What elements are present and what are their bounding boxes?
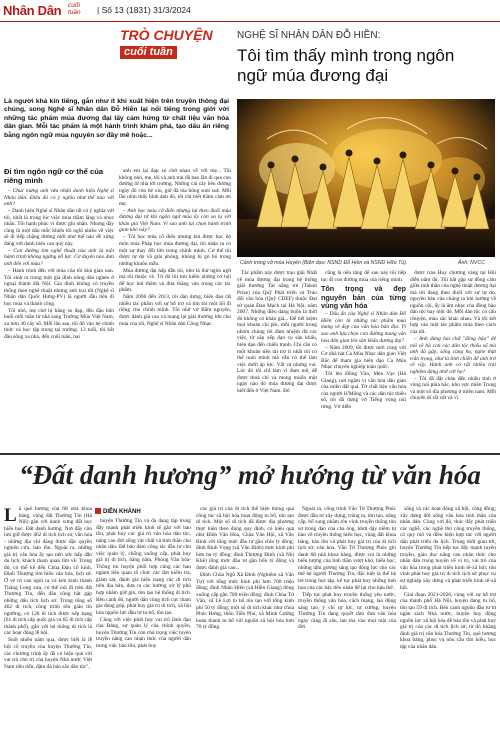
paragraph: – Tôi đã đặt chân đến nhiều tỉnh ở vùng núi phía bắc, khu vực miền Trung và một số địa phương ở miền nam. Mỗi chuyến đi rất vất vả vì (410, 375, 496, 402)
dance-image (237, 99, 495, 257)
paragraph: Là quê hương của 68 nhà khoa bảng, vùng đất Thường Tín (Hà Nội) gắn với danh xưng đất học hiếu học. Đất danh hương. Nơi đây còn lưu giữ được 462 di tích lịch sử, văn hóa - những địa chỉ đáng được đặc quyền nghiên cứu, bảo tồn. Ngoài ra, những giá trị văn hóa ấy tạo nên sức hấp dẫn du lịch, khách tham quan tìm về. Trong đó, có thể kể đến Chùa Đậu cổ kính, Đình Thượng tìm hiểu văn hóa, lịch sử. Ở vẻ trị cao ngôi ra và kén kinh thành Thăng Long xưa, có thể nói đi trên đất Thường Tín, đến đâu cũng bắt gặp những dấu tích lịch sử. Trong tổng số 462 di tích, công trình tôn giáo tín ngưỡng, có 126 di tích được xếp hạng (61 di tích cấp quốc gia và 65 di tích cấp thành phố), gắn với hệ thống di tích là các hoạt động lễ hội. (4, 506, 92, 637)
article2-column-5 (400, 506, 496, 728)
article-headline[interactable]: Tôi tìm thấy mình trong ngôn ngữ múa đương đại (237, 46, 455, 85)
photo-credit: Ảnh: NVCC (458, 260, 485, 266)
paragraph: Năm 2006 đến 2013, tôi dàn dựng, biên đạo rất nhiều tác phẩm với sự hỗ trợ và tìm tòi một lối đi riêng cho chính mình. Tôi nhớ vở Bẩm nguyên, được đánh giá cao và mang lại giải thưởng lớn cho múa của tôi, Nghệ sĩ Nhân dân Công Nhạc. (119, 294, 231, 327)
paragraph: – Anh học múa cổ điển nhưng lại theo đuổi múa đương đại từ khi ngôn ngữ múa ấy còn xa lạ với khán giả Việt Nam. Vì sao anh lại chọn hành trình gian khó này? (119, 207, 231, 234)
paragraph: – Dấu ấn của Nghệ sĩ Nhân dân Đỗ Hiền còn là những tác phẩm múa mang vẻ đẹp của văn hóa bản địa. Vì sao anh lựa chọn con đường mang văn hóa dân gian lên sân khấu đương đại? (321, 311, 406, 344)
section-brand (120, 28, 240, 60)
article2-column-4 (298, 506, 396, 728)
article1-column-3 (237, 270, 317, 450)
article2-column-1 (4, 506, 92, 728)
article-lede: Là người khá kín tiếng, gắn như ít khi xuất hiện trên truyền thông đại chúng, song Nghệ sĩ Nhân dân Đỗ Hiền lại nổi tiếng trong giới với những tác phẩm múa đương đại lấy cảm hứng từ chất liệu văn hóa dân gian. Mỗi tác phẩm là một hành trình khám phá, tạo dấu ấn riêng bằng ngôn ngữ múa nguyên sơ đầy mê hoặc... (4, 98, 229, 139)
paragraph: Tiếp tục phát huy truyền thống yêu nước, truyền thống văn hóa, cách mạng, lao động sáng tạo, ý chí tự lực, tự cường, huyện Thường Tín đang quyết tâm đưa văn hóa ngày càng đi sâu, lan tỏa vào mọi mặt của đời (298, 591, 396, 631)
paragraph: – Con đường tìm nghệ thuật của anh là một hành trình không ngừng nỗ lực. Cơ duyên nào đưa anh đến với múa? (4, 247, 114, 268)
article2-author-tag: DIỄN KHÁNH (95, 508, 141, 515)
paragraph: các giá trị của di tích thế hiện thông qua công tác xã hội hóa hoạt động tu bổ, tôn tạo di tích. Một số di tích đã được địa phương thực hiện theo đúng quy định, có hiệu quả như Đình Vân Hòa, Chùa Vân Hội, xã Vân Bình với tổng mức đầu tư gần chín tỷ đồng; đình Bình Vọng (xã Văn Bình) mức kinh phí hơn ba tỷ đồng; đình Thượng Đình (xã Nhị Khê) tổng mức đầu tư gần bốn tỷ đồng và được đánh giá cao... (196, 506, 294, 571)
photo-caption: Cảnh trong vở múa Huyền (Biên đạo: NSND Đỗ Hiền và NSND Hữu Tú). (240, 260, 408, 266)
logo-subtitle: cuối tuần (68, 2, 81, 16)
subhead-2: Tôn trọng và đẹp nguyên bản của từng vùng văn hóa (321, 284, 406, 310)
paragraph: sống và các hoạt động xã hội, công đồng; xây dựng đời sống văn hóa tinh thần của nhân dân. Cùng với đó, thúc đẩy phát triển các nghề, các nghề thủ công truyền thống, có quy mô và điều kiện hợp tác với người dân phát triển du lịch. Trong thời gian tới, huyện Thường Tín tiếp tục đẩy mạnh tuyên truyền, giáo dục nâng cao nhận thức cho nhân dân trong huyện về vị trí, vai trò của văn hóa trong phát triển kinh tế-xã hội; tôn vinh phát huy giá trị di tích lịch sử phục vụ sự nghiệp xây dựng và phát triển kinh tế-xã hội. (400, 506, 496, 591)
paragraph: được trao Huy chương vàng tại Hội diễn năm đó. Tôi bắt gặp sự đồng cảm giữa tinh thần của nghệ thuật đương đại mà tôi đang theo đuổi với sự tự do, nguyên bản của chúng ta khi hướng về nguồn cội, ấy là âm nhạc của đồng bào dân tộc hay một đó. Mỗi dân tộc có cấu chuyện, màu sắc khác nhau. Và tôi kết hợp vào một tác phẩm múa theo cách của tôi. (410, 270, 496, 335)
paragraph: – Danh hiệu Nghệ sĩ Nhân dân rất có ý nghĩa với tôi, nhất là trong lúc việc múa thầm lặng và nhọc nhằn. Tôi hạnh phúc vì được ghi nhận. Nhưng đây cũng là một dấu mốc khiến tôi nghĩ nhiều về việc sẽ đi tiếp chặng đường mới như thế nào để xứng đáng với danh hiệu cao quý này. (4, 208, 114, 247)
paragraph: – Anh đúng hai chữ "đồng bào" để nói về bà con các dân tộc thiểu số mà anh đã gặp, sống cùng họ, nghe thật trân trọng, như là tình chiến để anh trở về vậy. Hành anh có rất nhiều trải nghiệm đáng nhớ với họ? (410, 335, 496, 375)
paragraph: Ngoài ra, công trình Văn Từ Thượng Phúc được đầu tư xây dựng, trùng tu, tôn tạo, nâng cấp, bổ sung nhằm tôn vinh truyền thống tôn sư trọng đạo của cha ông, khơi dậy niềm tự hào về truyền thống hiếu học, vùng đất khoa bảng, bảo tồn và phát huy giá trị của di tích lịch sử, văn hóa, Văn Từ Thượng Phúc ghi danh 68 nhà khoa bảng, được coi là những biểu tượng của tinh thần vượt khó, hiếu học, những tấm gương sáng tạo động lực cho các thế hệ người Thường Tín, đặc biệt là thế hệ trẻ trong học tập, kế tục phát huy những tinh hoa của các bậc tiền nhân để lại cho hậu thế. (298, 506, 396, 591)
paragraph: – Hành trình đến với múa của tôi khá gian nan. Tôi sinh ra trong một gia đình nông dân nghèo ở ngoại thành Hà Nội. Gia đình không có truyền thống theo nghệ thuật nhưng anh trai tôi (Nghệ sĩ Nhân dân Quốc Hưng-PV) là người đầu tiên đi học múa và thành công. (4, 268, 114, 307)
drop-cap: L (4, 506, 17, 526)
paragraph: Cùng với việc phát huy vai trò lãnh đạo của Đảng, sự quản lý của chính quyền, huyện Thường Tín còn chú trọng việc tuyên truyền nâng cao nhận thức của người dân trong việc bảo tồn, phát huy (96, 616, 191, 649)
paragraph: – Chúc mừng anh vừa nhận danh hiệu Nghệ sĩ Nhân dân. Điều đó có ý nghĩa như thế nào với anh? (4, 188, 114, 208)
paragraph: anh em lại đạp xe chở nhau về với mẹ... Tôi không nhỏ, mẹ, tôi và anh trai đã bao lần đi qua con đường từ nhà tới trường. Những cái cây bên đường ngày đó còn bé xíu, giờ đã tỏa bóng sum suê. Mỗi lần nhìn thấy hình ảnh đó, tôi chỉ biết thầm cảm ơn mẹ. (119, 168, 231, 207)
article1-column-5 (410, 270, 496, 450)
paragraph: Tác phẩm này được trao giải Nhất về múa đương đại trong hệ thống giải thưởng Tài năng trẻ (Talent Prize) của Quỹ Phát triển và Trao đổi văn hóa (Quỹ CDEF) thuộc Đại sứ quán Đan Mạch tại Hà Nội, năm 2007. Những điều đáng buồn là thời đó không có khán giả... Để tiết kiệm mọi khoản chi phí, mỗi người trong nhóm chúng tôi đảm nhiệm đủ các việc, từ sắp xếp đạo cụ sân khấu, biên đạo đến chiếu tranh. Chi cần có một khoản tiền tài trợ ít nhất tôi có thể nuôi mình mà vẫn có thể làm việc dưới áp lực. Vất vả nhưng vui. Lúc đó tôi chỉ làm vì đam mê, để được thoả chí và mong muốn một ngày nào đó múa đương đại được biết đến ở Việt Nam. Đó (237, 270, 317, 394)
article2-column-2 (96, 518, 191, 728)
paragraph: huyện Thường Tín và đa dạng tập trung đẩy mạnh phát triển kinh tế gắn với bảo tồn, phát huy các giá trị văn hóa dân tộc, nâng cao đời sống vật chất và tinh thần cho nhân dân. Để bảo đảm công tác đầu tư cho việc quản lý, chống xuống cấp, phát huy giá trị di tích, hằng năm, Phòng Văn hóa-Thông tin huyện phối hợp cùng các ban ngành liên quan tổ chức các đợt kiểm tra, giám sát, đánh giá hiện trạng các di tích trên địa bàn, đưa ra các hướng xử lý phù hợp nhằm giữ gìn, tôn tạo hệ thống di tích. Bên cạnh đó, người dân cũng tích cực tham gia đóng góp, phát huy giá trị di tích, xã hội hóa nguồn lực đầu tư tu bổ, tôn tạo. (96, 518, 191, 616)
paragraph: Giai đoạn 2021-2026, cùng với sự hỗ trợ của thành phố Hà Nội, huyện đang tu bổ, tôn tạo 59 di tích. Bên cạnh nguồn đầu tư từ ngân sách Nhà nước, huyện huy động nguồn lực xã hội hóa để bảo tồn và phát huy giá trị của các di tích lịch sử, từ đó khẳng định giá trị văn hóa Thường Tín, quê hương khoa bảng, phục vụ nhu cầu tìm hiểu, học tập của nhân dân. (400, 591, 496, 650)
article2-headline[interactable]: “Đất danh hương” mở hướng từ văn hóa (19, 460, 481, 490)
paragraph: Đình Chùa Ngũ Xã Đình (Nghiêm xã Văn Tự) với tổng mức kinh phí hơn 700 triệu đồng; đình Nhân Hiền (xã Hiền Giang) đóng xuống cấp gần 700 triệu đồng; đình Chùa Tứ Văn, xã Lê Lợi tu bổ tôn tạo với tổng kinh phí 50 tỷ đồng; một số di tích khác như chùa Phúc Hưng, thôn Tiền Phú, xã Minh Cường hoàn thành tu bổ với nguồn xã hội hóa hơn 70 tỷ đồng. (196, 571, 294, 631)
newspaper-logo[interactable]: Nhân Dân (3, 3, 62, 18)
subhead-1: Đi tìm ngôn ngữ cơ thể của riêng mình (4, 167, 104, 185)
article1-column-4 (321, 270, 406, 450)
section-subtitle: cuối tuần (120, 46, 177, 59)
section-title: TRÒ CHUYỆN (120, 27, 213, 43)
paragraph: Múa đương đại hấp dẫn tôi, như là thứ ngôn ngữ mà tôi thuộc về. Từ đó tôi tìm kiếm những cơ hội để học hỏi thêm và đưa thẳng vào trong các tác phẩm. (119, 267, 231, 294)
article1-column-2 (119, 168, 231, 450)
dance-performance-photo[interactable] (237, 99, 495, 257)
section-divider (0, 453, 500, 455)
paragraph: – Năm 2009, tôi được mời cùng với Cơ nhà hát Ca Múa Nhạc dân gian Việt Bắc để tham gia biên đạo Ca Múa Nhạc chuyên nghiệp toàn quốc. (321, 344, 406, 371)
article2-column-3 (196, 506, 294, 728)
paragraph: cũng là nền tảng để sau này tôi tiếp tục đi con đường múa của riêng mình. (321, 270, 406, 283)
article-kicker: NGHỆ SĨ NHÂN DÂN ĐỖ HIỀN: (237, 30, 381, 41)
paragraph: Suốt nhiều năm qua, được biết là lễ hội cổ truyền của huyện Thường Tín, các chương trình ấy đã có hiệu quả với vai trò chủ trì của huyện Nhà nước Việt Nam tiên tiến, đậm đà bản sắc dân tộc", (4, 637, 92, 670)
paragraph: – Tôi học múa cổ điển nhưng khi được học bộ môn múa Pháp học múa đương đại, tôi nhận ra có một sự thay đổi lớn trong chính mình. Cơ thể tôi được tự do và giải phóng, không bị gò bó trong những khuôn mẫu. (119, 234, 231, 267)
article1-column-1 (4, 188, 114, 450)
paragraph: Tôi nhỏ, mẹ chờ bị bắng xe đạp, đều đặn bốn buổi mỗi tuần từ nhà sang Trường Múa Việt Nam, xa hơn 30 cây số. Mỗi lần sau, tôi đổ vào hè chính thức và học tập trung tại trường. 12 tuổi, tôi bắt đầu sống xa nhà, đến cuối tuần, hai (4, 307, 114, 341)
issue-info: | Số 13 (1831) 31/3/2024 (97, 5, 191, 15)
masthead (0, 0, 500, 22)
paragraph: Tôi lên Đồng Văn, Mèo Vạc (Hà Giang), nơi ngắm vị văn hóa dân gian của miền đất quá. Từ chất liệu văn hóa của người H'Mông và các dân tộc thiểu số, tôi đã dựng vở Tiếng vọng núi rừng. Vở diễn (321, 371, 406, 410)
